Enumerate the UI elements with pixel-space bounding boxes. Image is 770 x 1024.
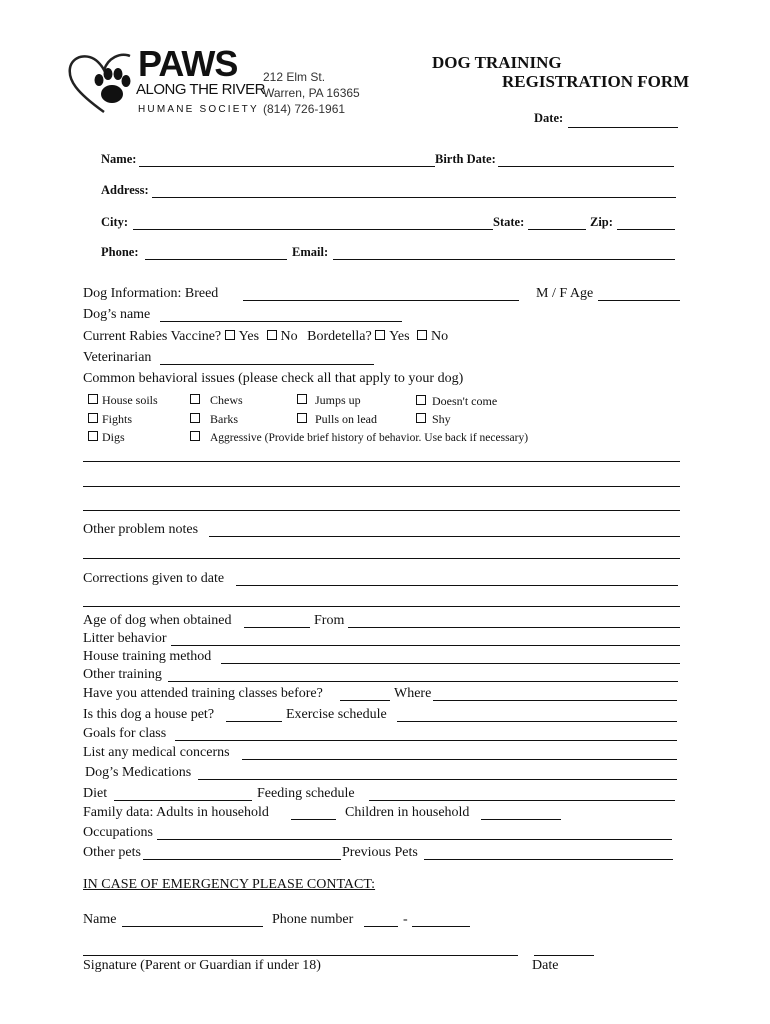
breed-field[interactable] <box>243 300 519 301</box>
goals-label: Goals for class <box>83 726 167 741</box>
signature-field[interactable] <box>83 955 518 956</box>
issue-label: Digs <box>102 430 125 444</box>
issue-label: Shy <box>432 412 451 426</box>
other-training-label: Other training <box>83 667 162 682</box>
org-address <box>263 69 360 117</box>
name-label: Name: <box>101 152 137 166</box>
checkbox[interactable] <box>297 413 307 423</box>
rabies-yes-checkbox[interactable] <box>225 330 235 340</box>
house-training-field[interactable] <box>221 663 680 664</box>
phone-field[interactable] <box>145 259 287 260</box>
other-problem-notes-field[interactable] <box>209 536 680 537</box>
issue-label: House soils <box>102 393 158 407</box>
state-field[interactable] <box>528 229 586 230</box>
org-phone: (814) 726-1961 <box>263 102 346 116</box>
date-field[interactable] <box>568 127 678 128</box>
diet-field[interactable] <box>114 800 252 801</box>
attended-classes-label: Have you attended training classes before? <box>83 686 323 701</box>
issue-jumps-up[interactable] <box>297 393 361 408</box>
issue-label: Jumps up <box>315 393 361 407</box>
city-field[interactable] <box>133 229 493 230</box>
checkbox[interactable] <box>88 413 98 423</box>
emergency-name-label: Name <box>83 912 117 927</box>
medications-label: Dog’s Medications <box>85 765 192 780</box>
corrections-field[interactable] <box>236 585 678 586</box>
occupations-field[interactable] <box>157 839 672 840</box>
signature-date-field[interactable] <box>534 955 594 956</box>
address-line-1: 212 Elm St. <box>263 70 326 84</box>
issue-fights[interactable] <box>88 412 132 427</box>
emergency-heading: IN CASE OF EMERGENCY PLEASE CONTACT: <box>83 877 376 892</box>
issue-label: Aggressive (Provide brief history of behavior. Use back if necessary) <box>210 432 529 444</box>
issue-pulls-on-lead[interactable] <box>297 412 377 427</box>
occupations-label: Occupations <box>83 825 153 840</box>
state-label: State: <box>493 215 525 229</box>
checkbox[interactable] <box>190 413 200 423</box>
notes-line[interactable] <box>83 558 680 559</box>
adults-household-label: Family data: Adults in household <box>83 805 269 820</box>
notes-line[interactable] <box>83 606 680 607</box>
rabies-row <box>83 329 448 345</box>
issue-shy[interactable] <box>416 412 451 427</box>
issue-label: Pulls on lead <box>315 412 377 426</box>
other-pets-label: Other pets <box>83 845 141 860</box>
checkbox[interactable] <box>88 431 98 441</box>
checkbox[interactable] <box>297 394 307 404</box>
signature-date-label: Date <box>532 958 559 973</box>
checkbox[interactable] <box>190 431 200 441</box>
other-pets-field[interactable] <box>143 859 341 860</box>
bordetella-no-label: No <box>431 329 449 344</box>
where-label: Where <box>394 686 432 701</box>
form-title-line-2: REGISTRATION FORM <box>502 72 690 91</box>
litter-behavior-label: Litter behavior <box>83 631 167 646</box>
dog-name-label: Dog’s name <box>83 307 151 322</box>
issue-aggressive[interactable] <box>190 431 528 444</box>
issue-house-soils[interactable] <box>88 393 158 408</box>
feeding-schedule-label: Feeding schedule <box>257 786 355 801</box>
email-field[interactable] <box>333 259 675 260</box>
issue-doesnt-come[interactable] <box>416 394 497 409</box>
issue-barks[interactable] <box>190 412 238 427</box>
date-label: Date: <box>534 111 564 125</box>
behavior-issues-label: Common behavioral issues (please check all that apply to your dog) <box>83 371 464 386</box>
children-household-field[interactable] <box>481 819 561 820</box>
checkbox[interactable] <box>416 413 426 423</box>
rabies-no-checkbox[interactable] <box>267 330 277 340</box>
phone-separator: - <box>403 912 408 927</box>
paws-logo <box>66 42 265 124</box>
logo-society-text: HUMANE SOCIETY <box>138 104 259 115</box>
issue-chews[interactable] <box>190 393 243 408</box>
email-label: Email: <box>292 245 329 259</box>
heart-paw-icon <box>66 50 144 116</box>
other-problem-notes-label: Other problem notes <box>83 522 199 537</box>
from-label: From <box>314 613 345 628</box>
rabies-yes-label: Yes <box>238 329 260 344</box>
name-field[interactable] <box>139 166 435 167</box>
where-field[interactable] <box>433 700 677 701</box>
logo-paws-text: PAWS <box>138 43 238 84</box>
address-label: Address: <box>101 183 149 197</box>
diet-label: Diet <box>83 786 108 801</box>
house-pet-field[interactable] <box>226 721 282 722</box>
dog-info-breed-label: Dog Information: Breed <box>83 286 219 301</box>
issue-digs[interactable] <box>88 430 125 445</box>
house-pet-label: Is this dog a house pet? <box>83 707 215 722</box>
checkbox[interactable] <box>416 395 426 405</box>
veterinarian-label: Veterinarian <box>83 350 152 365</box>
emergency-name-field[interactable] <box>122 926 263 927</box>
children-household-label: Children in household <box>345 805 470 820</box>
previous-pets-label: Previous Pets <box>342 845 418 860</box>
checkbox[interactable] <box>88 394 98 404</box>
adults-household-field[interactable] <box>291 819 336 820</box>
feeding-schedule-field[interactable] <box>369 800 675 801</box>
issue-label: Chews <box>210 393 243 407</box>
exercise-schedule-label: Exercise schedule <box>286 707 387 722</box>
bordetella-yes-checkbox[interactable] <box>375 330 385 340</box>
bordetella-label: Bordetella? <box>307 329 372 344</box>
medical-concerns-label: List any medical concerns <box>83 745 230 760</box>
attended-classes-field[interactable] <box>340 700 390 701</box>
from-field[interactable] <box>348 627 680 628</box>
issue-label: Barks <box>210 412 238 426</box>
form-title-line-1: DOG TRAINING <box>432 53 562 72</box>
zip-field[interactable] <box>617 229 675 230</box>
bordetella-yes-label: Yes <box>389 329 410 344</box>
medical-concerns-field[interactable] <box>242 759 677 760</box>
notes-line[interactable] <box>83 510 680 511</box>
age-obtained-label: Age of dog when obtained <box>83 613 232 628</box>
notes-line[interactable] <box>83 461 680 462</box>
issue-label: Fights <box>102 412 133 426</box>
veterinarian-field[interactable] <box>160 364 374 365</box>
zip-label: Zip: <box>590 215 613 229</box>
checkbox[interactable] <box>190 394 200 404</box>
phone-label: Phone: <box>101 245 139 259</box>
notes-line[interactable] <box>83 486 680 487</box>
age-obtained-field[interactable] <box>244 627 310 628</box>
issue-label: Doesn't come <box>432 394 498 408</box>
dog-name-field[interactable] <box>160 321 402 322</box>
exercise-schedule-field[interactable] <box>397 721 677 722</box>
emergency-phone-number-field[interactable] <box>412 926 470 927</box>
city-label: City: <box>101 215 129 229</box>
logo-river-text: ALONG THE RIVER <box>136 81 265 98</box>
address-field[interactable] <box>152 197 676 198</box>
birth-date-field[interactable] <box>498 166 674 167</box>
sex-age-label: M / F Age <box>536 286 594 301</box>
bordetella-no-checkbox[interactable] <box>417 330 427 340</box>
rabies-no-label: No <box>280 329 298 344</box>
birth-date-label: Birth Date: <box>435 152 496 166</box>
medications-field[interactable] <box>198 779 677 780</box>
emergency-phone-label: Phone number <box>272 912 354 927</box>
rabies-label: Current Rabies Vaccine? <box>83 329 222 344</box>
corrections-label: Corrections given to date <box>83 571 225 586</box>
address-line-2: Warren, PA 16365 <box>263 86 360 100</box>
goals-field[interactable] <box>175 740 677 741</box>
litter-behavior-field[interactable] <box>171 645 680 646</box>
age-field[interactable] <box>598 300 680 301</box>
signature-label: Signature (Parent or Guardian if under 18) <box>83 958 321 973</box>
emergency-phone-area-field[interactable] <box>364 926 398 927</box>
previous-pets-field[interactable] <box>424 859 673 860</box>
house-training-label: House training method <box>83 649 212 664</box>
other-training-field[interactable] <box>168 681 678 682</box>
